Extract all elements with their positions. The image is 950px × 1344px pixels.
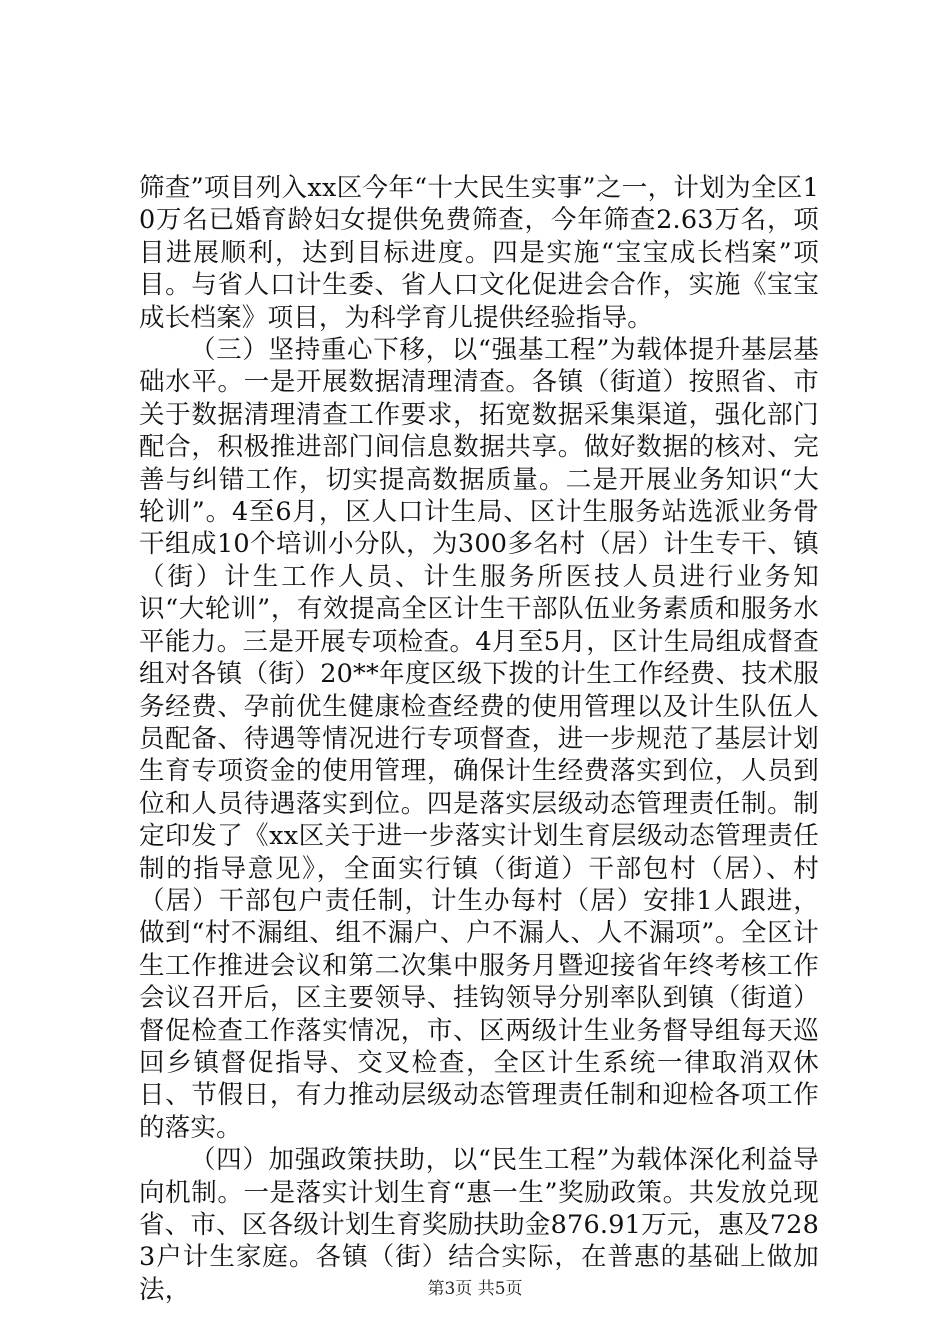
paragraph-screening-project: 筛查”项目列入xx区今年“十大民生实事”之一，计划为全区10万名已婚育龄妇女提供免费筛查，今年筛查2.63万名，项目进展顺利，达到目标进度。四是实施“宝宝成长档案”项目。与省人口计生委、省人口文化促进会合作，实施《宝宝成长档案》项目，为科学育儿提供经验指导。 xyxy=(139,173,819,333)
paragraph-section-four: （四）加强政策扶助，以“民生工程”为载体深化利益导向机制。一是落实计划生育“惠一生”奖励政策。共发放兑现省、市、区各级计划生育奖励扶助金876.91万元，惠及7283户计生家庭。各镇（街）结合实际，在普惠的基础上做加法， xyxy=(139,1145,819,1305)
paragraph-section-three: （三）坚持重心下移，以“强基工程”为载体提升基层基础水平。一是开展数据清理清查。各镇（街道）按照省、市关于数据清理清查工作要求，拓宽数据采集渠道，强化部门配合，积极推进部门间信息数据共享。做好数据的核对、完善与纠错工作，切实提高数据质量。二是开展业务知识“大轮训”。4至6月，区人口计生局、区计生服务站选派业务骨干组成10个培训小分队，为300多名村（居）计生专干、镇（街）计生工作人员、计生服务所医技人员进行业务知识“大轮训”，有效提高全区计生干部队伍业务素质和服务水平能力。三是开展专项检查。4月至5月，区计生局组成督查组对各镇（街）20**年度区级下拨的计生工作经费、技术服务经费、孕前优生健康检查经费的使用管理以及计生队伍人员配备、待遇等情况进行专项督查，进一步规范了基层计划生育专项资金的使用管理，确保计生经费落实到位，人员到位和人员待遇落实到位。四是落实层级动态管理责任制。制定印发了《xx区关于进一步落实计划生育层级动态管理责任制的指导意见》，全面实行镇（街道）干部包村（居）、村（居）干部包户责任制，计生办每村（居）安排1人跟进，做到“村不漏组、组不漏户、户不漏人、人不漏项”。全区计生工作推进会议和第二次集中服务月暨迎接省年终考核工作会议召开后，区主要领导、挂钩领导分别率队到镇（街道）督促检查工作落实情况，市、区两级计生业务督导组每天巡回乡镇督促指导、交叉检查，全区计生系统一律取消双休日、节假日，有力推动层级动态管理责任制和迎检各项工作的落实。 xyxy=(139,335,819,1143)
document-body xyxy=(139,172,819,1306)
page-number-footer: 第3页 共5页 xyxy=(427,1279,523,1299)
